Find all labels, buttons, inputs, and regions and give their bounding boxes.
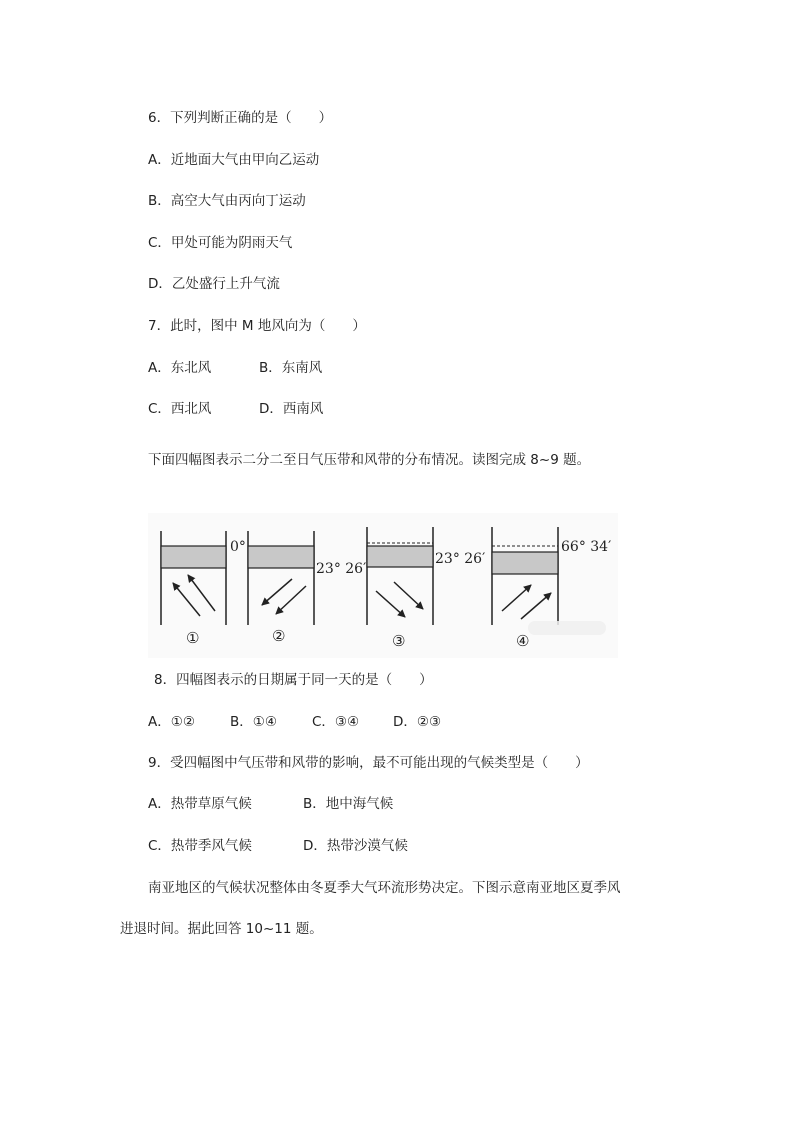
question-7-stem: 7．此时，图中 M 地风向为（ ） — [148, 318, 366, 334]
question-6-stem: 6．下列判断正确的是（ ） — [148, 110, 333, 126]
question-6-option-c: C．甲处可能为阴雨天气 — [148, 235, 293, 251]
intro-questions-10-11-line-1: 南亚地区的气候状况整体由冬夏季大气环流形势决定。下图示意南亚地区夏季风 — [148, 880, 621, 896]
question-6-option-d: D．乙处盛行上升气流 — [148, 276, 280, 292]
question-7-option-b: B．东南风 — [259, 360, 323, 376]
question-7-option-d: D．西南风 — [259, 401, 324, 417]
panel-4-latitude-label: 66° 34′ — [561, 539, 612, 555]
question-6-option-b: B．高空大气由丙向丁运动 — [148, 193, 306, 209]
question-8-option-c: C．③④ — [312, 714, 360, 730]
panel-1-latitude-label: 0° — [230, 539, 246, 555]
question-9-option-b: B．地中海气候 — [303, 796, 394, 812]
question-8-stem: 8．四幅图表示的日期属于同一天的是（ ） — [154, 672, 433, 688]
question-9-option-d: D．热带沙漠气候 — [303, 838, 408, 854]
panel-3-number: ③ — [392, 632, 406, 650]
intro-questions-10-11-line-2: 进退时间。据此回答 10~11 题。 — [120, 921, 323, 937]
question-8-option-b: B．①④ — [230, 714, 277, 730]
question-9-option-a: A．热带草原气候 — [148, 796, 252, 812]
panel-2-number: ② — [272, 627, 286, 645]
pressure-wind-belt-figure — [148, 513, 618, 658]
panel-2-latitude-label: 23° 26′ — [316, 561, 367, 577]
panel-4-number: ④ — [516, 632, 530, 650]
scan-smudge — [528, 621, 606, 635]
panel-3-latitude-label: 23° 26′ — [435, 551, 486, 567]
question-6-option-a: A．近地面大气由甲向乙运动 — [148, 152, 320, 168]
panel-1-number: ① — [186, 629, 200, 647]
question-7-option-c: C．西北风 — [148, 401, 212, 417]
question-9-option-c: C．热带季风气候 — [148, 838, 252, 854]
question-8-option-d: D．②③ — [393, 714, 442, 730]
intro-questions-8-9: 下面四幅图表示二分二至日气压带和风带的分布情况。读图完成 8~9 题。 — [148, 452, 591, 468]
question-9-stem: 9．受四幅图中气压带和风带的影响，最不可能出现的气候类型是（ ） — [148, 755, 589, 771]
question-8-option-a: A．①② — [148, 714, 195, 730]
question-7-option-a: A．东北风 — [148, 360, 212, 376]
